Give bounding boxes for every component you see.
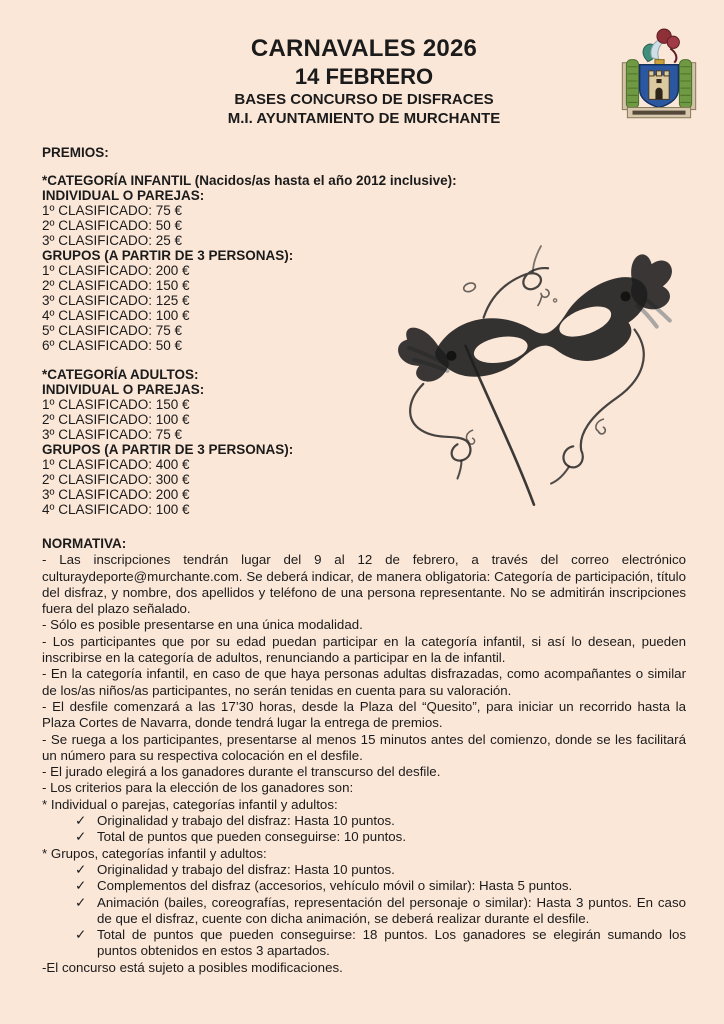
check-icon: ✓ [75,927,87,943]
subtitle-contest: BASES CONCURSO DE DISFRACES [234,91,494,108]
categoria-adultos-title: *CATEGORÍA ADULTOS: [42,367,199,382]
adultos-individual-title: INDIVIDUAL O PAREJAS: [42,382,205,397]
document-content [42,34,686,976]
criteria-check-text: Total de puntos que pueden conseguirse: 18 puntos. Los ganadores se elegirán sumando los puntos obtenidos en estos 3 apartados. [97,927,686,959]
rule-paragraph: - Las inscripciones tendrán lugar del 9 al 12 de febrero, a través del correo electrónico culturaydeporte@murchante.com. Se deberá indicar, de manera obligatoria: Categoría de participación, título del disfraz, y nombre, dos apellidos y teléfono de una persona representante. No se admitirán inscripciones fuera del plazo señalado. [42,552,686,617]
prize-line: 4º CLASIFICADO: 100 € [42,308,190,323]
prize-line: 5º CLASIFICADO: 75 € [42,323,182,338]
rule-paragraph: - El desfile comenzará a las 17’30 horas, desde la Plaza del “Quesito”, para iniciar un recorrido hasta la Plaza Cortes de Navarra, donde tendrá lugar la entrega de premios. [42,698,686,731]
murchante-coat-of-arms-icon [617,26,701,132]
premios-section [42,145,686,517]
document-header [42,34,686,128]
prize-line: 2º CLASIFICADO: 300 € [42,472,190,487]
rule-paragraph: - En la categoría infantil, en caso de que haya personas adultas disfrazadas, como acompañantes o similar de los/as niños/as participantes, no serán tenidas en cuenta para su valoración. [42,666,686,698]
rule-paragraph: - Los participantes que por su edad puedan participar en la categoría infantil, si así lo desean, pueden inscribirse en la categoría de adultos, renunciando a participar en la de infantil. [42,633,686,666]
prize-line: 2º CLASIFICADO: 50 € [42,218,182,233]
prize-line: 1º CLASIFICADO: 75 € [42,203,182,218]
modifications-note: -El concurso está sujeto a posibles modificaciones. [42,959,343,975]
infantil-individual-title: INDIVIDUAL O PAREJAS: [42,188,205,203]
prize-line: 1º CLASIFICADO: 400 € [42,457,190,472]
check-icon: ✓ [75,894,87,910]
prize-line: 6º CLASIFICADO: 50 € [42,338,182,353]
criteria-check-item [42,862,686,878]
criteria-label-grupos: * Grupos, categorías infantil y adultos: [42,845,267,861]
prize-line: 3º CLASIFICADO: 200 € [42,487,190,502]
criteria-check-text: Complementos del disfraz (accesorios, vehículo móvil o similar): Hasta 5 puntos. [97,878,573,894]
rule-paragraph: - Los criterios para la elección de los ganadores son: [42,780,354,796]
prize-line: 2º CLASIFICADO: 150 € [42,278,190,293]
criteria-check-text: Total de puntos que pueden conseguirse: 10 puntos. [97,829,407,845]
categoria-infantil-title: *CATEGORÍA INFANTIL (Nacidos/as hasta el año 2012 inclusive): [42,173,457,188]
criteria-label-individual: * Individual o parejas, categorías infantil y adultos: [42,796,338,812]
criteria-check-item [42,829,686,845]
castle-window [656,79,661,83]
rule-paragraph: - El jurado elegirá a los ganadores durante el transcurso del desfile. [42,764,441,780]
prize-line: 3º CLASIFICADO: 25 € [42,233,182,248]
banner-text-band [633,111,686,115]
normativa-heading: NORMATIVA: [42,536,127,551]
criteria-check-item [42,878,686,894]
rule-paragraph: - Se ruega a los participantes, presentarse al menos 15 minutos antes del comienzo, donde se les facilitará un número para su respectiva colocación en el desfile. [42,731,686,763]
criteria-check-item [42,813,686,829]
crown [655,60,664,65]
normativa-section [42,536,686,976]
check-icon: ✓ [75,829,87,845]
prize-line: 3º CLASIFICADO: 125 € [42,293,190,308]
check-icon: ✓ [75,813,87,829]
infantil-grupos-title: GRUPOS (A PARTIR DE 3 PERSONAS): [42,248,294,263]
prize-line: 1º CLASIFICADO: 150 € [42,397,190,412]
check-icon: ✓ [75,861,87,877]
criteria-check-item [42,927,686,960]
premios-heading: PREMIOS: [42,145,109,160]
criteria-check-text: Animación (bailes, coreografías, representación del personaje o similar): Hasta 3 puntos. En caso de que el disfraz, cuente con dicha animación, se deberá realizar durante el desfile. [97,894,686,926]
prize-line: 1º CLASIFICADO: 200 € [42,263,190,278]
criteria-check-text: Originalidad y trabajo del disfraz: Hasta 10 puntos. [97,813,395,829]
prize-line: 3º CLASIFICADO: 75 € [42,427,182,442]
subtitle-townhall: M.I. AYUNTAMIENTO DE MURCHANTE [227,110,501,127]
check-icon: ✓ [75,878,87,894]
castle-door [655,88,662,100]
prize-line: 2º CLASIFICADO: 100 € [42,412,190,427]
plume-curl [670,48,676,62]
page-title: CARNAVALES 2026 [250,35,478,62]
rule-paragraph: - Sólo es posible presentarse en una única modalidad. [42,617,363,633]
criteria-check-text: Originalidad y trabajo del disfraz: Hasta 10 puntos. [97,861,395,877]
adultos-grupos-title: GRUPOS (A PARTIR DE 3 PERSONAS): [42,442,294,457]
criteria-check-item [42,895,686,928]
event-date: 14 FEBRERO [294,64,434,89]
prize-line: 4º CLASIFICADO: 100 € [42,502,190,517]
plume-right [667,36,679,48]
